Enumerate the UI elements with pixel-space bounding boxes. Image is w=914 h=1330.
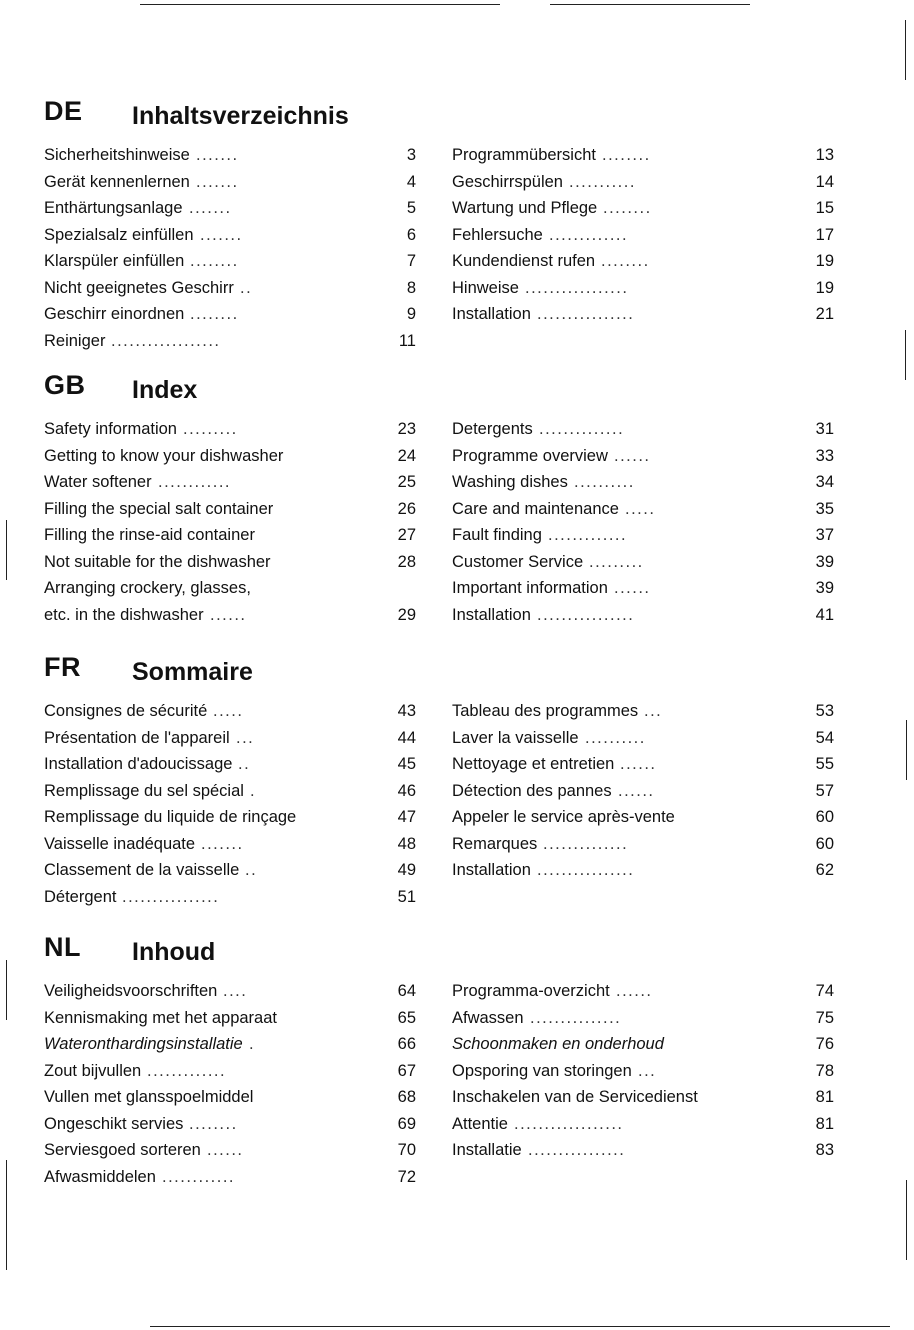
toc-entry-leader-dots: ........ [601,252,650,270]
toc-entry-page-number: 72 [397,1167,416,1186]
toc-entry-page-number: 83 [815,1141,834,1159]
toc-entry-label: Gerät kennenlernen [44,172,190,191]
toc-entry [452,301,834,328]
toc-entry [44,416,416,443]
toc-entry-label: Remarques [452,834,538,853]
toc-entry-label: Laver la vaisselle [452,728,579,747]
toc-entry-page-number: 64 [397,982,416,1000]
toc-column-left [44,142,416,354]
toc-entry [44,522,416,549]
toc-section-de [44,96,834,350]
toc-entry-leader-dots: ... [236,728,255,747]
toc-entry-label: Washing dishes [452,473,568,491]
toc-entry-leader-dots: ...... [207,1141,244,1159]
toc-entry-label: Detergents [452,420,533,438]
toc-entry-page-number: 60 [815,834,834,853]
toc-entry-page-number: 65 [397,1008,416,1027]
toc-entry-page-number: 37 [815,526,834,544]
section-header [44,932,834,978]
scan-border-left-3 [6,1160,7,1270]
toc-entry [44,301,416,328]
toc-entry-page-number: 75 [815,1008,834,1027]
toc-column-left [44,698,416,910]
toc-entry-page-number: 14 [815,172,834,191]
toc-entry-page-number: 45 [397,755,416,773]
toc-entry-page-number: 31 [815,420,834,438]
toc-entry [452,169,834,196]
toc-entry-page-number: 81 [815,1088,834,1106]
toc-entry-label: Wateronthardingsinstallatie [44,1035,243,1053]
toc-entry-leader-dots: ................ [528,1141,626,1159]
toc-entry-leader-dots: ... [638,1061,657,1080]
toc-column-right [452,978,834,1164]
scan-border-bottom [150,1326,890,1327]
toc-entry [44,602,416,629]
toc-entry-label: Consignes de sécurité [44,702,208,720]
toc-entry-label: Klarspüler einfüllen [44,252,185,270]
toc-entry-page-number: 39 [815,579,834,597]
toc-entry-label: Geschirr einordnen [44,305,185,323]
toc-entry-leader-dots: ............. [549,225,629,244]
toc-entry [452,443,834,470]
toc-entry-leader-dots: ....... [200,225,243,244]
toc-entry-label: Schoonmaken en onderhoud [452,1035,664,1053]
toc-entry-label: Programma-overzicht [452,982,610,1000]
toc-entry [452,1005,834,1032]
scan-border-right-4 [906,1180,907,1260]
toc-entry-label: etc. in the dishwasher [44,605,204,624]
toc-entry [44,1111,416,1138]
toc-entry-label: Fault finding [452,526,542,544]
toc-entry-leader-dots: ...... [618,781,655,800]
toc-entry [452,496,834,523]
toc-entry [44,1137,416,1164]
toc-entry-label: Opsporing van storingen [452,1061,632,1080]
toc-entry-label: Tableau des programmes [452,702,639,720]
toc-entry [452,522,834,549]
toc-entry [452,142,834,169]
toc-entry-page-number: 33 [815,446,834,465]
toc-entry-page-number: 41 [815,605,834,624]
scan-border-left-2 [6,960,7,1020]
toc-entry [452,469,834,496]
toc-entry-label: Not suitable for the dishwasher [44,552,271,571]
toc-entry-leader-dots: ....... [196,172,239,191]
toc-entry-page-number: 51 [397,887,416,906]
toc-entry-page-number: 11 [398,331,416,350]
toc-entry-label: Wartung und Pflege [452,199,598,217]
toc-entry-page-number: 44 [397,728,416,747]
section-header [44,96,834,142]
toc-entry-page-number: 67 [397,1061,416,1080]
toc-entry [44,496,416,523]
toc-section-gb [44,370,834,624]
toc-entry [452,831,834,858]
toc-entry [452,549,834,576]
toc-entry [452,698,834,725]
toc-entry-leader-dots: ................ [537,305,635,323]
toc-entry [452,857,834,884]
toc-entry-page-number: 60 [815,808,834,826]
toc-entry-label: Hinweise [452,278,519,297]
toc-entry [44,469,416,496]
toc-entry [452,275,834,302]
toc-entry-leader-dots: ......... [589,552,644,571]
toc-entry-label: Nettoyage et entretien [452,755,615,773]
toc-entry-leader-dots: .............. [539,420,625,438]
toc-entry-page-number: 9 [406,305,416,323]
toc-entry-leader-dots: ................ [537,861,635,879]
section-title: Inhoud [132,938,216,966]
toc-entry [44,884,416,911]
toc-column-right [452,142,834,328]
toc-entry-label: Enthärtungsanlage [44,199,183,217]
toc-entry-label: Water softener [44,473,152,491]
toc-entry-label: Détection des pannes [452,781,612,800]
toc-column-right [452,416,834,628]
toc-entry-leader-dots: ......... [183,420,238,438]
toc-entry [44,1031,416,1058]
toc-entry-page-number: 74 [815,982,834,1000]
toc-entry-page-number: 46 [397,781,416,800]
toc-entry-label: Kennismaking met het apparaat [44,1008,277,1027]
toc-entry-page-number: 24 [397,446,416,465]
scan-border-right [905,20,906,80]
toc-entry [452,1058,834,1085]
toc-entry-label: Détergent [44,887,117,906]
toc-entry-leader-dots: ... [644,702,663,720]
toc-entry-label: Geschirrspülen [452,172,563,191]
toc-entry-label: Afwassen [452,1008,524,1027]
toc-entry-label: Sicherheitshinweise [44,146,190,164]
toc-entry-leader-dots: ............. [548,526,628,544]
toc-entry [44,778,416,805]
toc-entry [452,575,834,602]
toc-entry-label: Customer Service [452,552,584,571]
toc-entry-page-number: 55 [815,755,834,773]
toc-entry-label: Safety information [44,420,177,438]
toc-entry-page-number: 13 [815,146,834,164]
toc-entry-page-number: 17 [815,225,834,244]
toc-entry [44,1005,416,1032]
toc-entry-leader-dots: ............. [147,1061,227,1080]
toc-entry [44,698,416,725]
toc-entry-label: Arranging crockery, glasses, [44,579,251,597]
toc-entry-page-number: 34 [815,473,834,491]
toc-entry-page-number: 47 [397,808,416,826]
toc-entry [452,1137,834,1164]
section-header [44,652,834,698]
section-title: Index [132,376,198,404]
toc-entry [44,222,416,249]
toc-entry [452,751,834,778]
toc-entry-page-number: 78 [815,1061,834,1080]
toc-entry-page-number: 81 [815,1114,834,1133]
section-language-code: FR [44,652,81,682]
toc-entry-page-number: 23 [397,420,416,438]
toc-entry-leader-dots: . [249,1035,256,1053]
toc-entry [452,778,834,805]
toc-entry-leader-dots: .......... [574,473,635,491]
toc-entry-leader-dots: ...... [620,755,657,773]
toc-entry-label: Nicht geeignetes Geschirr [44,278,234,297]
toc-entry [452,804,834,831]
toc-entry [452,1031,834,1058]
toc-entry-label: Vaisselle inadéquate [44,834,196,853]
toc-entry-label: Serviesgoed sorteren [44,1141,201,1159]
section-language-code: NL [44,932,81,962]
toc-entry-page-number: 8 [406,278,416,297]
toc-entry-page-number: 25 [397,473,416,491]
toc-entry-label: Attentie [452,1114,508,1133]
toc-column-right [452,698,834,884]
toc-entry [44,1164,416,1191]
toc-entry-label: Important information [452,579,608,597]
toc-entry-leader-dots: .................. [111,331,221,350]
toc-entry-leader-dots: ....... [201,834,244,853]
toc-entry-page-number: 39 [815,552,834,571]
toc-entry [44,549,416,576]
toc-entry-leader-dots: ........ [189,1114,238,1133]
toc-section-nl [44,932,834,1186]
toc-entry-leader-dots: .... [223,982,248,1000]
toc-entry-leader-dots: . [250,781,257,800]
toc-entry-leader-dots: ................ [122,887,220,906]
toc-entry-leader-dots: ............ [162,1167,236,1186]
toc-entry [44,328,416,355]
toc-entry-label: Programme overview [452,446,608,465]
toc-entry-page-number: 49 [397,861,416,879]
toc-entry [44,804,416,831]
toc-entry [452,195,834,222]
toc-entry [44,725,416,752]
toc-entry-label: Reiniger [44,331,106,350]
toc-entry-page-number: 68 [397,1088,416,1106]
toc-entry [44,575,416,602]
toc-entry-leader-dots: ...... [614,579,651,597]
toc-entry-leader-dots: .. [245,861,258,879]
toc-entry-page-number: 35 [815,499,834,518]
toc-entry [44,831,416,858]
toc-entry-page-number: 5 [406,199,416,217]
toc-entry [44,169,416,196]
toc-entry-label: Installation [452,305,531,323]
section-header [44,370,834,416]
toc-entry-page-number: 62 [815,861,834,879]
toc-entry-label: Spezialsalz einfüllen [44,225,194,244]
toc-entry-page-number: 15 [815,199,834,217]
toc-entry [452,222,834,249]
toc-entry-label: Veiligheidsvoorschriften [44,982,218,1000]
toc-entry-page-number: 57 [815,781,834,800]
toc-entry-label: Care and maintenance [452,499,619,518]
toc-entry-page-number: 26 [397,499,416,518]
toc-entry-label: Installation [452,861,531,879]
toc-entry-label: Installation d'adoucissage [44,755,233,773]
toc-entry-leader-dots: ..... [625,499,656,518]
toc-entry-label: Getting to know your dishwasher [44,446,284,465]
toc-entry [44,142,416,169]
toc-entry [452,602,834,629]
toc-entry-page-number: 21 [815,305,834,323]
toc-entry-page-number: 76 [815,1035,834,1053]
toc-entry-page-number: 28 [397,552,416,571]
toc-entry-leader-dots: ................. [525,278,629,297]
toc-entry-leader-dots: ........ [190,305,239,323]
toc-entry-label: Programmübersicht [452,146,596,164]
toc-entry-label: Classement de la vaisselle [44,861,240,879]
section-title: Sommaire [132,658,253,686]
toc-entry-leader-dots: .. [240,278,253,297]
toc-entry [452,978,834,1005]
toc-entry [44,857,416,884]
toc-entry-leader-dots: ...... [614,446,651,465]
toc-entry-label: Filling the special salt container [44,499,274,518]
scan-border-right-2 [905,330,906,380]
toc-column-left [44,416,416,628]
toc-entry-leader-dots: .. [238,755,251,773]
scan-border-right-3 [906,720,907,780]
toc-entry [44,248,416,275]
toc-entry-label: Installation [452,605,531,624]
toc-entry-leader-dots: ..... [213,702,244,720]
section-title: Inhaltsverzeichnis [132,102,349,130]
toc-entry-leader-dots: .............. [543,834,629,853]
toc-entry-page-number: 7 [406,252,416,270]
toc-entry-leader-dots: ....... [196,146,239,164]
toc-entry-leader-dots: .......... [585,728,646,747]
toc-entry [452,1084,834,1111]
toc-entry-leader-dots: ........... [569,172,636,191]
toc-column-left [44,978,416,1190]
toc-entry [452,416,834,443]
toc-entry [44,1058,416,1085]
toc-entry-label: Inschakelen van de Servicedienst [452,1088,698,1106]
scan-border-left [6,520,7,580]
toc-entry-leader-dots: .................. [514,1114,624,1133]
section-language-code: GB [44,370,86,400]
toc-entry-page-number: 4 [406,172,416,191]
toc-entry-label: Afwasmiddelen [44,1167,156,1186]
toc-entry-label: Remplissage du liquide de rinçage [44,808,297,826]
toc-entry-page-number: 27 [397,526,416,544]
scan-border-top-2 [550,4,750,5]
toc-entry-label: Remplissage du sel spécial [44,781,244,800]
toc-entry-label: Appeler le service après-vente [452,808,675,826]
toc-entry-page-number: 6 [406,225,416,244]
toc-entry-page-number: 3 [406,146,416,164]
toc-entry-leader-dots: ........ [603,199,652,217]
toc-entry-page-number: 53 [815,702,834,720]
toc-entry-page-number: 48 [397,834,416,853]
toc-entry-page-number: 19 [815,278,834,297]
toc-entry-leader-dots: ............... [530,1008,622,1027]
toc-entry [44,978,416,1005]
toc-entry [44,195,416,222]
toc-entry [44,443,416,470]
toc-entry-label: Zout bijvullen [44,1061,142,1080]
scan-border-top [140,4,500,5]
toc-entry-leader-dots: ....... [189,199,232,217]
toc-entry [44,751,416,778]
toc-entry-page-number: 19 [815,252,834,270]
toc-entry-page-number: 54 [815,728,834,747]
toc-entry-page-number: 43 [397,702,416,720]
toc-entry-leader-dots: ............ [158,473,232,491]
toc-entry [452,725,834,752]
toc-entry-label: Installatie [452,1141,522,1159]
toc-entry-leader-dots: ........ [602,146,651,164]
toc-entry [44,1084,416,1111]
toc-entry-leader-dots: ...... [210,605,247,624]
toc-entry [452,248,834,275]
toc-entry-page-number: 29 [397,605,416,624]
toc-section-fr [44,652,834,906]
toc-entry-label: Fehlersuche [452,225,543,244]
toc-entry-label: Ongeschikt servies [44,1114,184,1133]
section-language-code: DE [44,96,83,126]
toc-entry [452,1111,834,1138]
toc-entry [44,275,416,302]
toc-entry-page-number: 69 [397,1114,416,1133]
toc-entry-label: Présentation de l'appareil [44,728,230,747]
toc-entry-leader-dots: ...... [616,982,653,1000]
toc-entry-leader-dots: ........ [190,252,239,270]
toc-entry-label: Filling the rinse-aid container [44,526,255,544]
toc-entry-label: Kundendienst rufen [452,252,596,270]
toc-entry-leader-dots: ................ [537,605,635,624]
toc-entry-label: Vullen met glansspoelmiddel [44,1088,254,1106]
toc-entry-page-number: 70 [397,1141,416,1159]
toc-entry-page-number: 66 [397,1035,416,1053]
